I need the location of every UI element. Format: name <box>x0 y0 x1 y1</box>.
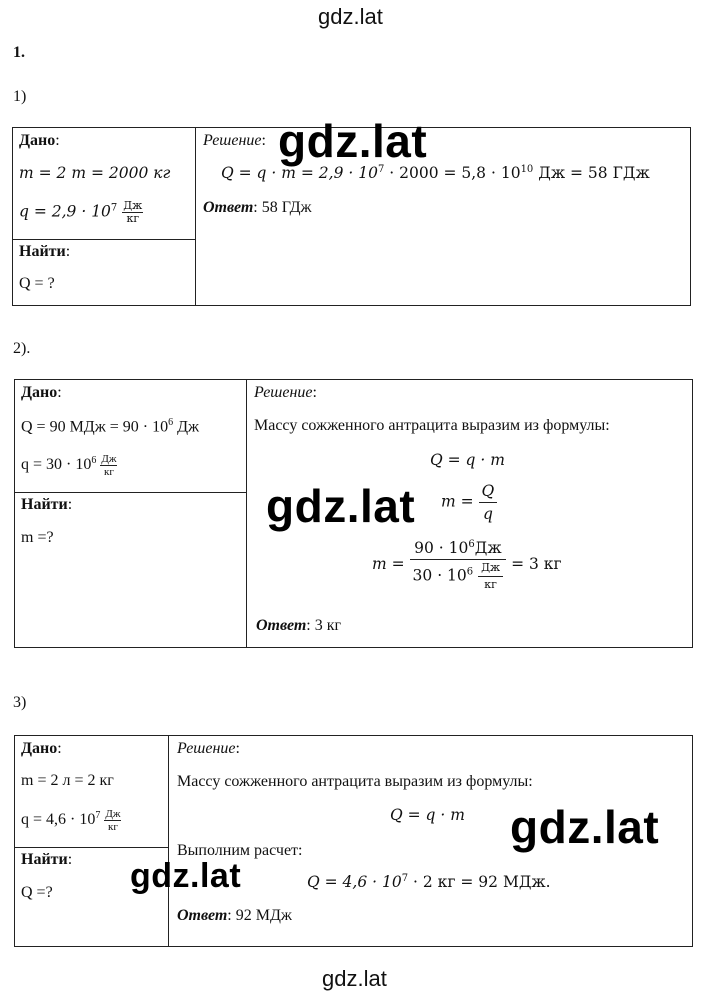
task2-formula-m: m = $\frac{Q}{q}$ <box>441 482 497 523</box>
task1-find-title: Найти: <box>19 243 71 260</box>
task1-given-title: Дано: <box>19 132 60 149</box>
task3-given-mass: m = 2 л = 2 кг <box>21 772 114 789</box>
task3-answer: Ответ: 92 МДж <box>177 907 292 924</box>
task2-formula-calc: m = $90 \cdot 10^6Дж$ $30 \cdot 10^6$ $\frac{Дж}{кг}$ = 3 кг <box>372 539 562 592</box>
task3-watermark-left: gdz.lat <box>130 857 242 895</box>
exercise-number: 1. <box>13 44 25 61</box>
task1-label: 1) <box>13 88 27 105</box>
task3-solution-title: Решение: <box>177 740 240 757</box>
task2-formula-q: Q = q · m <box>430 451 505 469</box>
task2-find-title: Найти: <box>21 496 73 513</box>
task2-answer: Ответ: 3 кг <box>256 617 342 634</box>
task1-solution-line: $Q = q \cdot m = 2,9 \cdot 10^7 \cdot 2000 = 5,8 \cdot 10^{10}$ Дж = 58 ГДж <box>221 164 650 183</box>
task3-watermark-right: gdz.lat <box>510 801 660 853</box>
task1-given-q: $q = 2,9 \cdot 10^7$ $\frac{Дж}{кг}$ <box>19 199 143 225</box>
task3-given-q: $q = 4,6 \cdot 10^7$ $\frac{Дж}{кг}$ <box>21 808 121 833</box>
task3-calc-line: $Q = 4,6 \cdot 10^7 \cdot 2$ кг = 92 МДж. <box>307 873 551 892</box>
task3-label: 3) <box>13 694 27 711</box>
task2-solution-title: Решение: <box>254 384 317 401</box>
task1-find-value: Q = ? <box>19 275 55 292</box>
footer-watermark: gdz.lat <box>322 966 387 991</box>
task3-solution-text: Массу сожженного антрацита выразим из формулы: <box>177 773 533 790</box>
task2-find-value: m =? <box>21 529 54 546</box>
task2-label: 2). <box>13 340 31 357</box>
task1-watermark: gdz.lat <box>278 115 428 167</box>
task1-given-mass: m = 2 т = 2000 кг <box>19 164 171 182</box>
task3-calc-text: Выполним расчет: <box>177 842 303 859</box>
task3-formula-q: Q = q · m <box>390 806 465 824</box>
task3-find-value: Q =? <box>21 884 53 901</box>
task2-given-title: Дано: <box>21 384 62 401</box>
task2-solution-text: Массу сожженного антрацита выразим из формулы: <box>254 417 610 434</box>
task3-given-title: Дано: <box>21 740 62 757</box>
task3-find-title: Найти: <box>21 851 73 868</box>
header-watermark: gdz.lat <box>318 4 383 29</box>
task2-given-q: $q = 30 \cdot 10^6$ $\frac{Дж}{кг}$ <box>21 453 117 478</box>
task2-watermark: gdz.lat <box>266 480 416 532</box>
task1-solution-title: Решение: <box>203 132 266 149</box>
task1-answer: Ответ: 58 ГДж <box>203 199 312 216</box>
task2-given-energy: Q = 90 МДж = $90 \cdot 10^6$ Дж <box>21 417 200 436</box>
